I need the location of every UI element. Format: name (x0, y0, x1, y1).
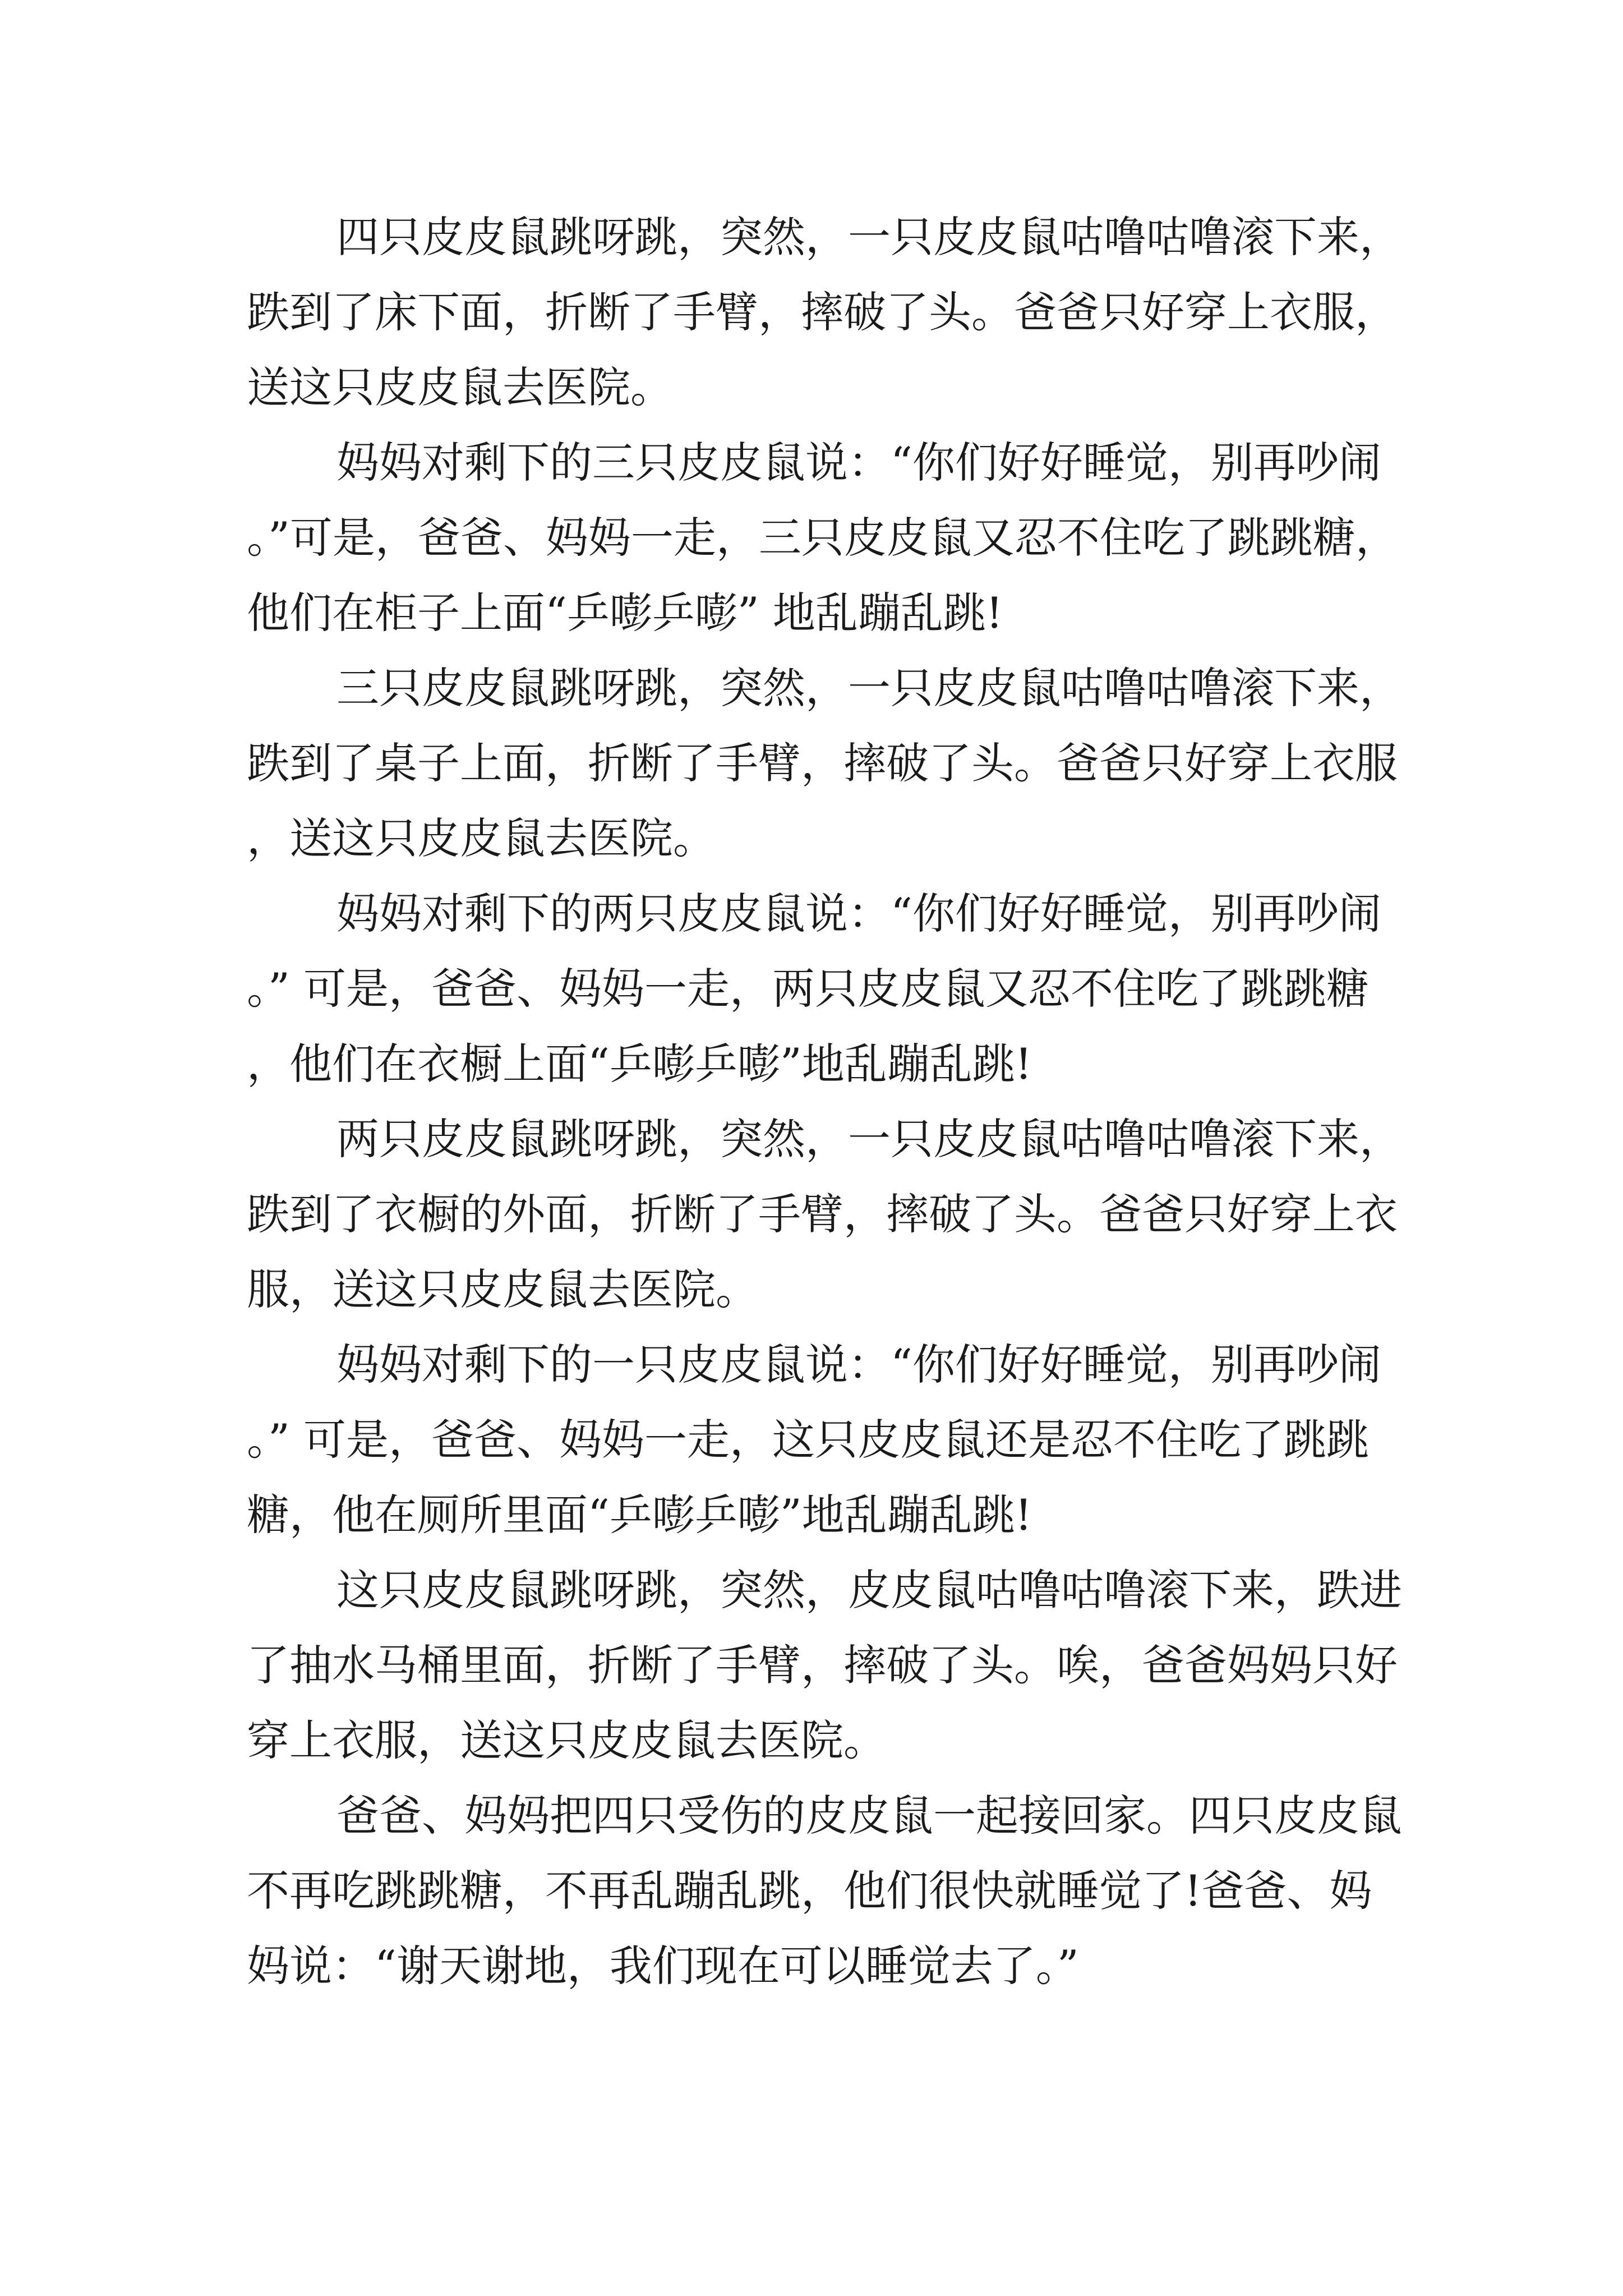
paragraph-8: 爸爸、妈妈把四只受伤的皮皮鼠一起接回家。四只皮皮鼠不再吃跳跳糖，不再乱蹦乱跳，他们很快就睡觉了!爸爸、妈妈说：“谢天谢地，我们现在可以睡觉去了。” (247, 1791, 1402, 1991)
paragraph-7: 这只皮皮鼠跳呀跳，突然，皮皮鼠咕噜咕噜滚下来，跌进了抽水马桶里面，折断了手臂，摔破了头。唉，爸爸妈妈只好穿上衣服，送这只皮皮鼠去医院。 (247, 1565, 1402, 1765)
story-body (247, 200, 1402, 2004)
paragraph-5: 两只皮皮鼠跳呀跳，突然，一只皮皮鼠咕噜咕噜滚下来，跌到了衣橱的外面，折断了手臂，摔破了头。爸爸只好穿上衣服，送这只皮皮鼠去医院。 (247, 1114, 1402, 1314)
paragraph-4: 妈妈对剩下的两只皮皮鼠说：“你们好好睡觉，别再吵闹。” 可是，爸爸、妈妈一走，两只皮皮鼠又忍不住吃了跳跳糖，他们在衣橱上面“乒嘭乒嘭”地乱蹦乱跳! (247, 889, 1381, 1089)
paragraph-1: 四只皮皮鼠跳呀跳，突然，一只皮皮鼠咕噜咕噜滚下来，跌到了床下面，折断了手臂，摔破了头。爸爸只好穿上衣服，送这只皮皮鼠去医院。 (247, 212, 1402, 412)
paragraph-2: 妈妈对剩下的三只皮皮鼠说：“你们好好睡觉，别再吵闹。”可是，爸爸、妈妈一走，三只皮皮鼠又忍不住吃了跳跳糖，他们在柜子上面“乒嘭乒嘭” 地乱蹦乱跳! (247, 438, 1398, 638)
paragraph-6: 妈妈对剩下的一只皮皮鼠说：“你们好好睡觉，别再吵闹。” 可是，爸爸、妈妈一走，这只皮皮鼠还是忍不住吃了跳跳糖，他在厕所里面“乒嘭乒嘭”地乱蹦乱跳! (247, 1340, 1381, 1540)
paragraph-3: 三只皮皮鼠跳呀跳，突然，一只皮皮鼠咕噜咕噜滚下来，跌到了桌子上面，折断了手臂，摔破了头。爸爸只好穿上衣服，送这只皮皮鼠去医院。 (247, 663, 1402, 863)
